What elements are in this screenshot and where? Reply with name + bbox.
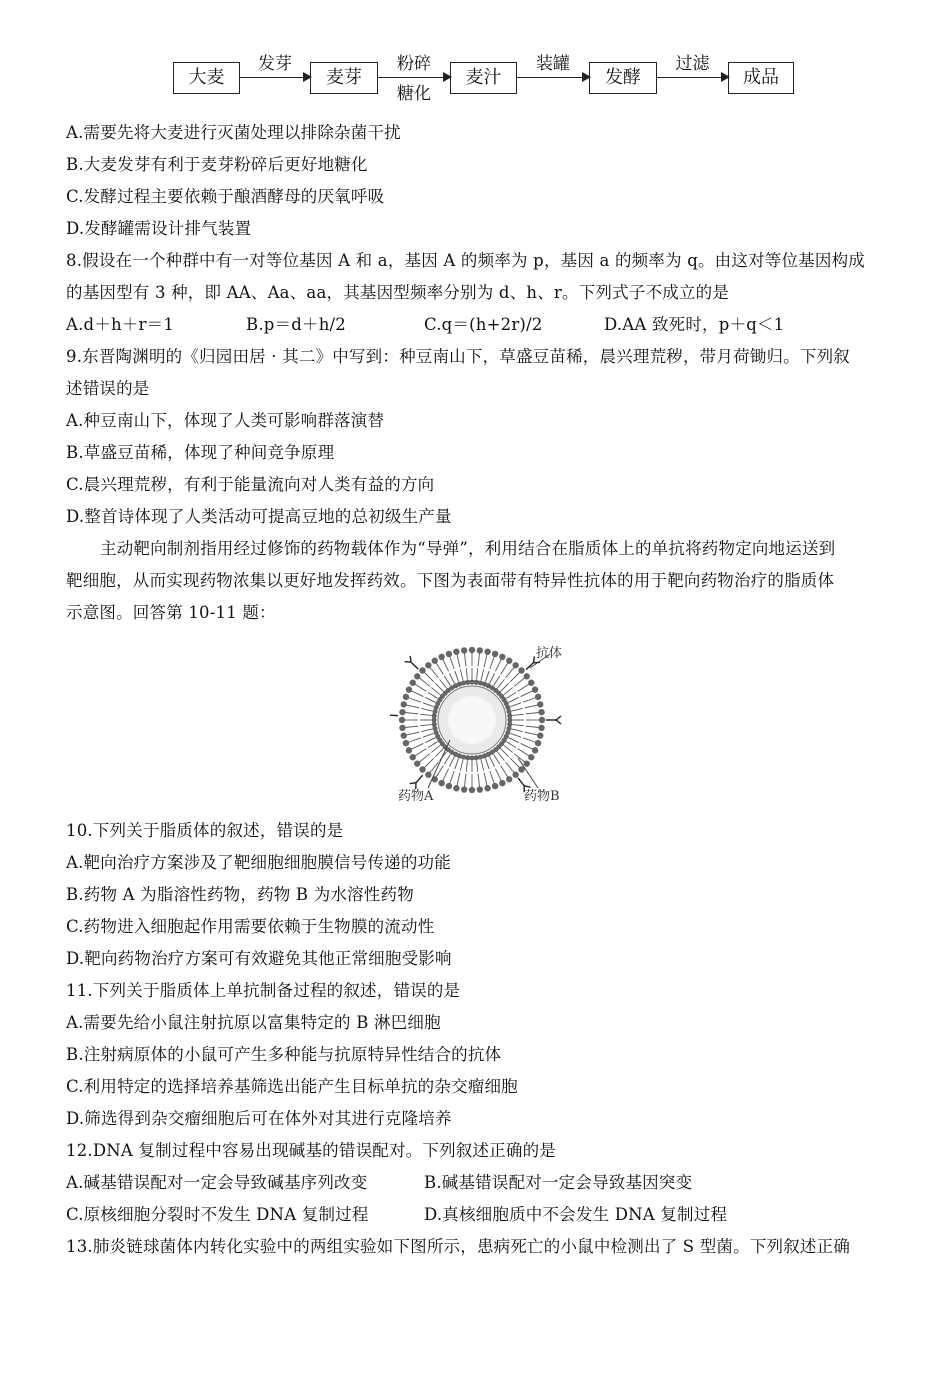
lipid-tail-inner (423, 703, 433, 707)
lipid-tail-outer (490, 657, 494, 669)
lipid-tail-inner (512, 729, 523, 731)
q10-option-c: C.药物进入细胞起作用需要依赖于生物膜的流动性 (66, 917, 435, 936)
flow-label-crush: 粉碎 (397, 54, 431, 74)
lipid-tail-outer (409, 738, 421, 742)
q10-option-b: B.药物 A 为脂溶性药物，药物 B 为水溶性药物 (66, 885, 414, 904)
lipid-head-outer (401, 732, 407, 738)
lipid-head-outer (477, 647, 483, 653)
lipid-head-outer (528, 680, 534, 686)
lipid-head-outer (406, 686, 412, 692)
lipid-tail-outer (420, 678, 430, 686)
flow-label-germinate: 发芽 (258, 54, 292, 74)
flow-box-barley: 大麦 (173, 62, 240, 94)
lipid-tail-inner (428, 692, 437, 698)
lipid-tail-outer (457, 655, 460, 668)
q11-option-d: D.筛选得到杂交瘤细胞后可在体外对其进行克隆培养 (66, 1109, 452, 1128)
lipid-tail-inner (428, 742, 437, 748)
antibody-stroke (410, 783, 416, 784)
antibody-stroke (411, 662, 418, 669)
passage-line-2: 靶细胞，从而实现药物浓集以更好地发挥药效。下图为表面带有特异性抗体的用于靶向药物治疗的脂质体 (66, 571, 835, 590)
flow-label-canning: 装罐 (536, 54, 570, 74)
q10-option-d: D.靶向药物治疗方案可有效避免其他正常细胞受影响 (66, 949, 452, 968)
lipid-head-outer (438, 780, 444, 786)
lipid-head-inner (507, 713, 512, 718)
lipid-tail-inner (512, 708, 523, 710)
lipid-tail-inner (435, 683, 443, 691)
lipid-tail-outer (478, 774, 479, 787)
lipid-tail-inner (507, 742, 516, 748)
lipid-tail-outer (506, 668, 514, 678)
lipid-tail-inner (431, 688, 440, 695)
lipid-tail-outer (443, 660, 449, 672)
lipid-tail-outer (407, 732, 420, 735)
drug-a-leader (428, 740, 450, 788)
antibody-stroke (533, 656, 534, 662)
lipid-head-outer (484, 785, 490, 791)
lipid-tail-inner (513, 714, 524, 715)
lipid-tail-outer (425, 673, 434, 682)
lipid-tail-outer (526, 712, 539, 713)
lipid-tail-inner (460, 760, 462, 771)
lipid-tail-outer (412, 691, 424, 697)
flow-box-malt: 麦芽 (310, 62, 378, 94)
antibody-stroke (410, 656, 411, 662)
q12-option-d: D.真核细胞质中不会发生 DNA 复制过程 (424, 1205, 728, 1224)
lipid-tail-outer (514, 678, 524, 686)
antibody-stroke (405, 662, 411, 663)
lipid-tail-inner (466, 668, 467, 679)
lipid-head-outer (499, 654, 505, 660)
lipid-head-outer (538, 725, 544, 731)
lipid-tail-outer (415, 749, 426, 756)
lipid-tail-inner (509, 738, 519, 743)
antibody-stroke (390, 715, 398, 716)
lipid-head-outer (469, 787, 475, 793)
q9-option-b: B.草盛豆苗稀，体现了种间竞争原理 (66, 443, 335, 462)
lipid-tail-outer (510, 758, 519, 767)
lipid-head-outer (446, 651, 452, 657)
flow-arrow-2 (378, 77, 450, 78)
lipid-tail-outer (501, 766, 508, 777)
lipid-head-outer (539, 717, 545, 723)
lipid-tail-inner (511, 703, 521, 707)
lipid-head-outer (477, 786, 483, 792)
lipid-tail-inner (455, 759, 459, 769)
lipid-tail-inner (511, 734, 521, 738)
flow-box-wort: 麦汁 (450, 62, 517, 94)
lipid-tail-outer (484, 773, 487, 786)
lipid-tail-inner (420, 714, 431, 715)
q10-option-a: A.靶向治疗方案涉及了靶细胞细胞膜信号传递的功能 (66, 853, 451, 872)
lipid-head-outer (446, 783, 452, 789)
lipid-head-outer (535, 694, 541, 700)
q11-stem: 11.下列关于脂质体上单抗制备过程的叙述，错误的是 (66, 981, 461, 1000)
lipid-tail-outer (450, 657, 454, 669)
q8-option-d: D.AA 致死时，p＋q＜1 (604, 315, 785, 334)
lipid-head-outer (492, 783, 498, 789)
q10-stem: 10.下列关于脂质体的叙述，错误的是 (66, 821, 344, 840)
lipid-tail-inner (421, 729, 432, 731)
lipid-tail-inner (504, 746, 513, 753)
lipid-tail-inner (490, 673, 495, 683)
core-highlight (448, 696, 496, 744)
q7-option-d: D.发酵罐需设计排气装置 (66, 219, 252, 238)
flow-label-filter: 过滤 (675, 54, 710, 74)
antibody-stroke (556, 720, 561, 724)
lipid-tail-outer (412, 743, 424, 749)
q9-option-c: C.晨兴理荒秽，有利于能量流向对人类有益的方向 (66, 475, 435, 494)
lipid-tail-inner (486, 759, 490, 769)
lipid-tail-outer (523, 738, 535, 742)
lipid-head-outer (403, 740, 409, 746)
lipid-tail-inner (477, 668, 478, 679)
lipid-tail-outer (450, 771, 454, 783)
lipid-tail-outer (407, 705, 420, 708)
lipid-tail-outer (525, 705, 538, 708)
q9-stem-line-2: 述错误的是 (66, 379, 150, 398)
lipid-head-outer (532, 686, 538, 692)
flow-arrow-3 (517, 77, 589, 78)
lipid-tail-outer (518, 684, 529, 691)
passage-line-3: 示意图。回答第 10-11 题： (66, 603, 276, 622)
q8-option-a: A.d＋h＋r＝1 (66, 315, 175, 334)
lipid-tail-outer (521, 691, 533, 697)
lipid-tail-inner (494, 676, 500, 685)
q11-option-c: C.利用特定的选择培养基筛选出能产生目标单抗的杂交瘤细胞 (66, 1077, 518, 1096)
q8-stem-line-2: 的基因型有 3 种，即 AA、Aa、aa，其基因型频率分别为 d、h、r。下列式子不成立的是 (66, 283, 730, 302)
antibody-stroke (416, 775, 423, 782)
lipid-tail-inner (481, 669, 483, 680)
lipid-tail-inner (425, 738, 435, 743)
lipid-tail-inner (501, 683, 509, 691)
lipid-tail-inner (455, 671, 459, 681)
lipid-tail-outer (464, 774, 465, 787)
lipid-tail-inner (460, 669, 462, 680)
lipid-tail-outer (501, 663, 508, 674)
lipid-tail-outer (484, 655, 487, 668)
lipid-tail-outer (405, 712, 418, 713)
lipid-tail-outer (478, 653, 479, 666)
q7-option-b: B.大麦发芽有利于麦芽粉碎后更好地糖化 (66, 155, 368, 174)
lipid-tail-inner (435, 749, 443, 757)
lipid-tail-inner (490, 757, 495, 767)
lipid-head-outer (535, 740, 541, 746)
lipid-head-outer (410, 754, 416, 760)
lipid-tail-inner (494, 755, 500, 764)
lipid-tail-inner (423, 734, 433, 738)
q11-option-b: B.注射病原体的小鼠可产生多种能与抗原特异性结合的抗体 (66, 1045, 502, 1064)
q13-stem: 13.肺炎链球菌体内转化实验中的两组实验如下图所示，患病死亡的小鼠中检测出了 S 型菌。下列叙述正确 (66, 1237, 851, 1256)
lipid-tail-outer (525, 732, 538, 735)
lipid-tail-outer (443, 769, 449, 781)
lipid-tail-inner (444, 755, 450, 764)
flow-box-product: 成品 (728, 62, 794, 94)
flow-arrow-4 (657, 77, 728, 78)
lipid-tail-outer (430, 668, 438, 678)
lipid-tail-inner (466, 761, 467, 772)
lipid-head-outer (453, 649, 459, 655)
lipid-tail-outer (495, 660, 501, 672)
q8-option-c: C.q＝(h+2r)/2 (424, 315, 543, 334)
lipid-tail-inner (504, 688, 513, 695)
lipid-tail-inner (501, 749, 509, 757)
lipid-head-outer (432, 658, 438, 664)
lipid-tail-outer (425, 758, 434, 767)
q9-option-a: A.种豆南山下，体现了人类可影响群落演替 (66, 411, 385, 430)
lipid-head-outer (506, 658, 512, 664)
lipid-tail-outer (464, 653, 465, 666)
lipid-tail-outer (495, 769, 501, 781)
q7-option-a: A.需要先将大麦进行灭菌处理以排除杂菌干扰 (66, 123, 401, 142)
lipid-tail-inner (486, 671, 490, 681)
q12-option-a: A.碱基错误配对一定会导致碱基序列改变 (66, 1173, 368, 1192)
lipid-head-outer (399, 717, 405, 723)
lipid-tail-outer (510, 673, 519, 682)
lipid-head-outer (469, 647, 475, 653)
lipid-head-outer (399, 725, 405, 731)
lipid-tail-outer (405, 726, 418, 727)
lipid-head-outer (484, 649, 490, 655)
label-antibody: 抗体 (536, 646, 563, 661)
lipid-tail-outer (526, 726, 539, 727)
lipid-tail-inner (449, 757, 454, 767)
passage-line-1: 主动靶向制剂指用经过修饰的药物载体作为“导弹”，利用结合在脂质体上的单抗将药物定向地运送到 (100, 539, 836, 558)
lipid-head-outer (453, 785, 459, 791)
q7-option-c: C.发酵过程主要依赖于酿酒酵母的厌氧呼吸 (66, 187, 385, 206)
label-drug-b: 药物B (524, 789, 560, 804)
lipid-tail-inner (498, 679, 505, 688)
flow-arrow-1 (240, 77, 310, 78)
lipid-tail-outer (506, 762, 514, 772)
lipid-head-outer (537, 701, 543, 707)
lipid-head-outer (403, 694, 409, 700)
lipid-tail-outer (415, 684, 426, 691)
antibody-stroke (518, 778, 524, 786)
liposome-diagram (390, 640, 580, 810)
lipid-head-outer (410, 680, 416, 686)
lipid-tail-outer (490, 771, 494, 783)
antibody-stroke (556, 716, 561, 720)
lipid-tail-inner (507, 692, 516, 698)
lipid-tail-inner (440, 679, 447, 688)
q12-option-c: C.原核细胞分裂时不发生 DNA 复制过程 (66, 1205, 369, 1224)
q9-option-d: D.整首诗体现了人类活动可提高豆地的总初级生产量 (66, 507, 452, 526)
lipid-tail-inner (421, 708, 432, 710)
q11-option-a: A.需要先给小鼠注射抗原以富集特定的 B 淋巴细胞 (66, 1013, 441, 1032)
lipid-tail-inner (444, 676, 450, 685)
lipid-head-outer (537, 732, 543, 738)
lipid-head-outer (538, 709, 544, 715)
lipid-head-outer (528, 754, 534, 760)
lipid-head-outer (492, 651, 498, 657)
antibody-stroke (524, 786, 530, 787)
lipid-tail-inner (509, 697, 519, 702)
lipid-tail-inner (481, 760, 483, 771)
flow-box-ferment: 发酵 (589, 62, 657, 94)
lipid-tail-outer (521, 743, 533, 749)
flow-label-saccharify: 糖化 (397, 84, 431, 104)
q8-option-b: B.p＝d＋h/2 (246, 315, 346, 334)
lipid-head-outer (499, 780, 505, 786)
lipid-head-outer (461, 647, 467, 653)
lipid-head-outer (401, 701, 407, 707)
lipid-tail-inner (431, 746, 440, 753)
lipid-tail-inner (477, 761, 478, 772)
lipid-head-outer (506, 776, 512, 782)
q12-option-b: B.碱基错误配对一定会导致基因突变 (424, 1173, 693, 1192)
q12-stem: 12.DNA 复制过程中容易出现碱基的错误配对。下列叙述正确的是 (66, 1141, 556, 1160)
lipid-head-outer (532, 747, 538, 753)
lipid-head-outer (461, 786, 467, 792)
lipid-tail-outer (518, 749, 529, 756)
lipid-head-outer (406, 747, 412, 753)
lipid-tail-outer (523, 698, 535, 702)
process-flowchart (0, 0, 950, 110)
q9-stem-line-1: 9.东晋陶渊明的《归园田居 · 其二》中写到：种豆南山下，草盛豆苗稀，晨兴理荒秽，带月荷锄归。下列叙 (66, 347, 850, 366)
lipid-head-outer (399, 709, 405, 715)
lipid-tail-outer (409, 698, 421, 702)
label-drug-a: 药物A (398, 789, 434, 804)
q8-stem-line-1: 8.假设在一个种群中有一对等位基因 A 和 a，基因 A 的频率为 p，基因 a 的频率为 q。由这对等位基因构成 (66, 251, 865, 270)
lipid-tail-outer (436, 663, 443, 674)
lipid-tail-inner (449, 673, 454, 683)
lipid-head-outer (438, 654, 444, 660)
lipid-tail-inner (425, 697, 435, 702)
lipid-tail-outer (420, 754, 430, 762)
lipid-tail-inner (498, 752, 505, 761)
lipid-tail-inner (420, 725, 431, 726)
lipid-tail-outer (457, 773, 460, 786)
lipid-tail-inner (513, 725, 524, 726)
